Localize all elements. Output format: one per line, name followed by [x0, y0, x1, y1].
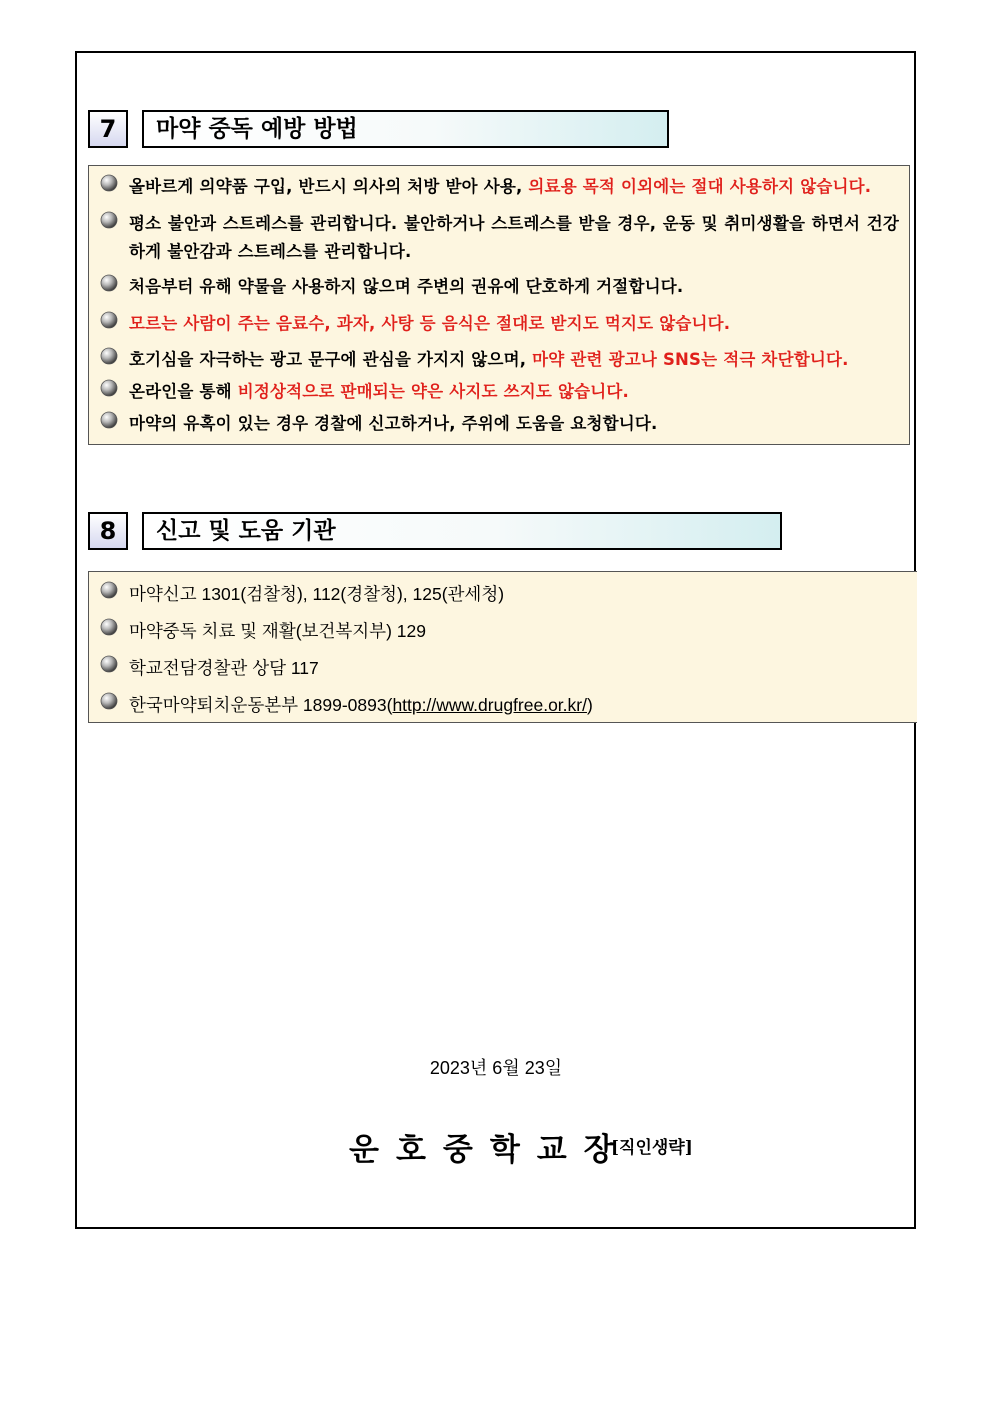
list-item — [99, 310, 899, 338]
list-item — [99, 617, 907, 645]
principal-signature: 운호중학교장 — [349, 1132, 631, 1168]
sphere-bullet-icon — [99, 273, 119, 293]
list-item — [99, 691, 907, 719]
help-agencies-box — [88, 571, 917, 723]
sphere-bullet-icon — [99, 173, 119, 193]
list-item — [99, 210, 899, 266]
sphere-bullet-icon — [99, 210, 119, 230]
item-text: 평소 불안과 스트레스를 관리합니다. 불안하거나 스트레스를 받을 경우, 운동 및 취미생활을 하면서 건강하게 불안감과 스트레스를 관리합니다. — [129, 214, 899, 261]
document-date: 2023년 6월 23일 — [429, 1058, 563, 1078]
list-item — [99, 173, 899, 201]
sphere-bullet-icon — [99, 580, 119, 600]
seal-omitted-note: [직인생략] — [611, 1138, 693, 1158]
sphere-bullet-icon — [99, 310, 119, 330]
sphere-bullet-icon — [99, 617, 119, 637]
list-item — [99, 654, 907, 682]
list-item — [99, 346, 899, 374]
item-text: 마약신고 1301(검찰청), 112(경찰청), 125(관세청) — [129, 584, 505, 604]
item-highlight: 마약 관련 광고나 SNS는 적극 차단합니다. — [532, 350, 849, 369]
sphere-bullet-icon — [99, 691, 119, 711]
sphere-bullet-icon — [99, 654, 119, 674]
list-item — [99, 580, 907, 608]
item-highlight: 모르는 사람이 주는 음료수, 과자, 사탕 등 음식은 절대로 받지도 먹지도 않습니다. — [129, 314, 731, 333]
item-text: 학교전담경찰관 상담 117 — [129, 658, 319, 678]
section-title: 신고 및 도움 기관 — [142, 512, 782, 550]
sphere-bullet-icon — [99, 378, 119, 398]
item-text: 호기심을 자극하는 광고 문구에 관심을 가지지 않으며, — [129, 350, 533, 369]
item-text: 온라인을 통해 — [129, 382, 238, 401]
item-text: 올바르게 의약품 구입, 반드시 의사의 처방 받아 사용, — [129, 177, 529, 196]
website-link[interactable]: http://www.drugfree.or.kr/ — [392, 695, 587, 715]
list-item — [99, 273, 899, 301]
section-number: 7 — [88, 110, 128, 148]
item-highlight: 비정상적으로 판매되는 약은 사지도 쓰지도 않습니다. — [237, 382, 629, 401]
item-text: 마약중독 치료 및 재활(보건복지부) 129 — [129, 621, 426, 641]
item-text: 마약의 유혹이 있는 경우 경찰에 신고하거나, 주위에 도움을 요청합니다. — [129, 414, 658, 433]
section-number: 8 — [88, 512, 128, 550]
item-highlight: 의료용 목적 이외에는 절대 사용하지 않습니다. — [528, 177, 872, 196]
sphere-bullet-icon — [99, 346, 119, 366]
list-item — [99, 378, 899, 406]
prevention-box — [88, 165, 910, 445]
list-item — [99, 410, 899, 438]
section-title: 마약 중독 예방 방법 — [142, 110, 669, 148]
item-text: 한국마약퇴치운동본부 1899-0893( — [129, 695, 393, 715]
item-text: 처음부터 유해 약물을 사용하지 않으며 주변의 권유에 단호하게 거절합니다. — [129, 277, 684, 296]
sphere-bullet-icon — [99, 410, 119, 430]
item-text-suffix: ) — [586, 695, 593, 715]
